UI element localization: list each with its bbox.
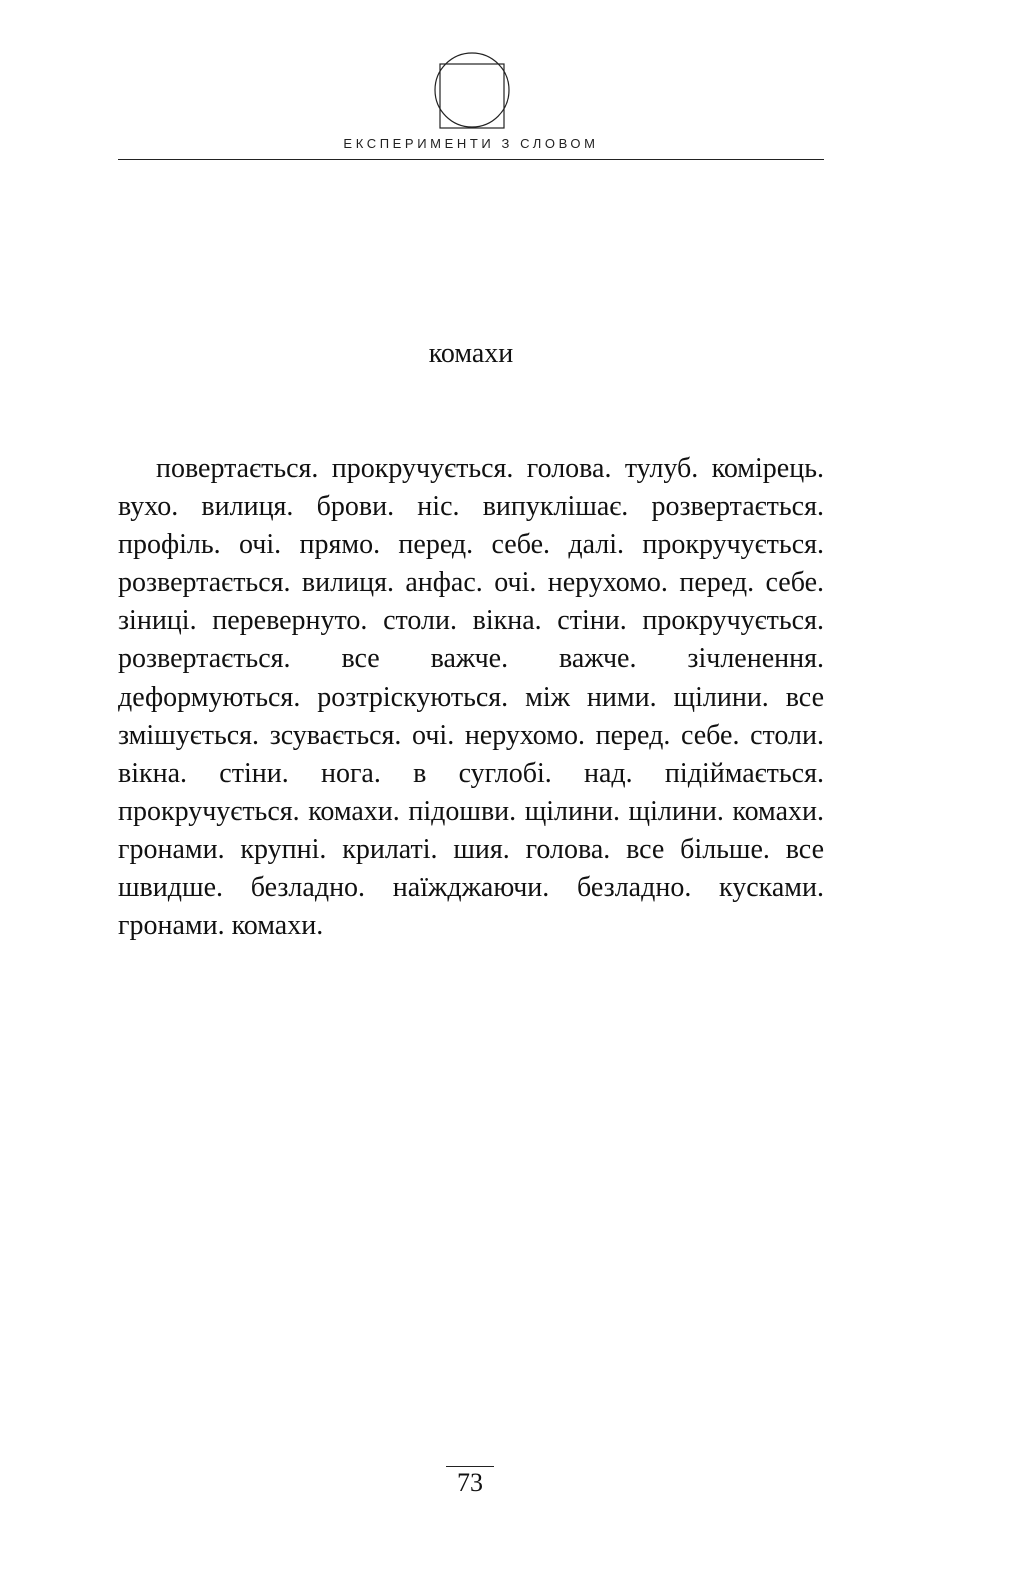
running-head-title: ЕКСПЕРИМЕНТИ З СЛОВОМ: [343, 136, 599, 151]
header-rule: [118, 159, 824, 160]
poem-body: повертається. прокручується. голова. тулуб. комірець. вухо. вилиця. брови. ніс. випуклішає. розвертається. профіль. очі. прямо. перед. себе. далі. прокручується. розвертається. вилиця. анфас. очі. нерухомо. перед. себе. зіниці. перевернуто. столи. вікна. стіни. прокручується. розвертається. все важче. важче. зічленення. деформуються. розтріскуються. між ними. щілини. все змішується. зсувається. очі. нерухомо. перед. себе. столи. вікна. стіни. нога. в суглобі. над. підіймається. прокручується. комахи. підошви. щілини. щілини. комахи. гронами. крупні. крилаті. шия. голова. все більше. все швидше. безладно. наїжджаючи. безладно. кусками. гронами. комахи.: [118, 453, 824, 942]
emblem-square: [440, 64, 504, 128]
circle-square-emblem-icon: [432, 50, 512, 130]
poem-title: комахи: [428, 338, 514, 369]
page-number: 73: [457, 1468, 483, 1497]
page-number-rule: [446, 1466, 494, 1467]
